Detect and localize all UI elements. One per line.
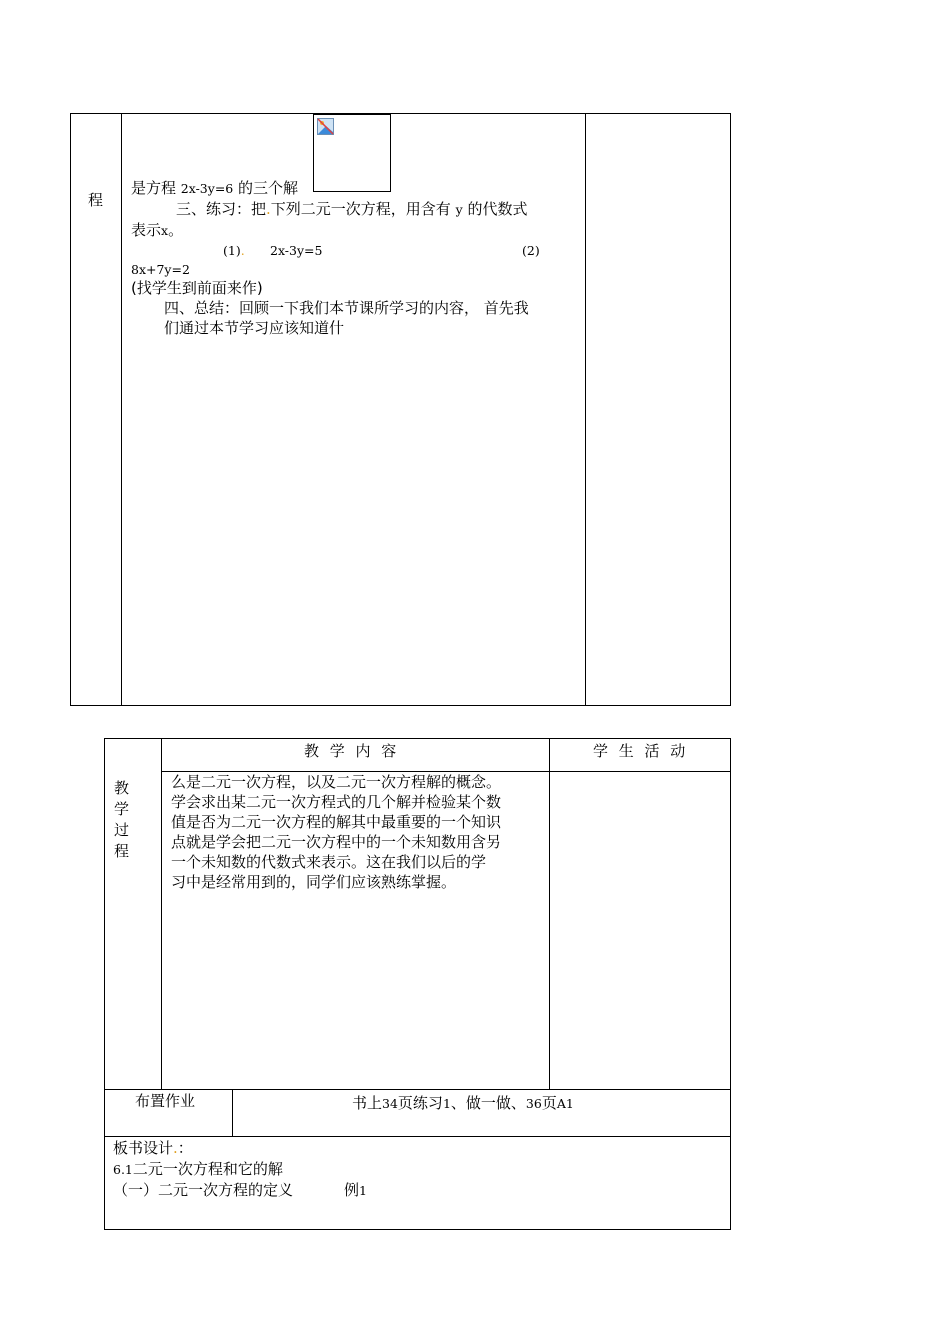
practice-line: 三、练习：把.下列二元一次方程，用含有 y 的代数式 xyxy=(176,200,528,218)
board-item-definition: （一）二元一次方程的定义 xyxy=(113,1181,294,1199)
student-note: (找学生到前面来作) xyxy=(131,279,263,297)
teaching-content-body: 么是二元一次方程，以及二元一次方程解的概念。 学会求出某二元一次方程式的几个解并检验某个数 值是否为二元一次方程的解其中最重要的一个知识 点就是学会把二元一次方程中的一个未知数用含另 一个未知数的代数式来表示。这在我们以后的学 习中是经常用到的，同学们应该熟练掌握。 xyxy=(171,773,502,891)
summary-line-1: 四、总结：回顾一下我们本节课所学习的内容， 首先我 xyxy=(164,299,529,317)
exercise-1-equation: 2x-3y=5 xyxy=(270,243,323,258)
solution-line: 是方程 2x-3y=6 的三个解 xyxy=(131,179,299,197)
express-line: 表示x。 xyxy=(131,221,184,239)
broken-image-icon xyxy=(317,118,334,135)
header-teaching-content: 教 学 内 容 xyxy=(304,742,397,760)
header-student-activity: 学 生 活 动 xyxy=(593,742,686,760)
board-example: 例1 xyxy=(344,1181,367,1199)
side-label: 程 xyxy=(88,191,104,209)
exercise-2: (2) xyxy=(522,243,540,258)
homework-content: 书上34页练习1、做一做、36页A1 xyxy=(352,1094,574,1112)
exercise-1: (1). xyxy=(223,243,245,258)
board-design-title: 板书设计.： xyxy=(113,1139,193,1157)
board-section-heading: 6.1二元一次方程和它的解 xyxy=(113,1160,283,1178)
exercise-2-equation: 8x+7y=2 xyxy=(131,262,190,277)
homework-label: 布置作业 xyxy=(135,1092,196,1110)
teaching-process-label: 教 学 过 程 xyxy=(114,779,130,860)
embedded-image-placeholder xyxy=(313,114,391,192)
summary-line-2: 们通过本节学习应该知道什 xyxy=(164,319,345,337)
